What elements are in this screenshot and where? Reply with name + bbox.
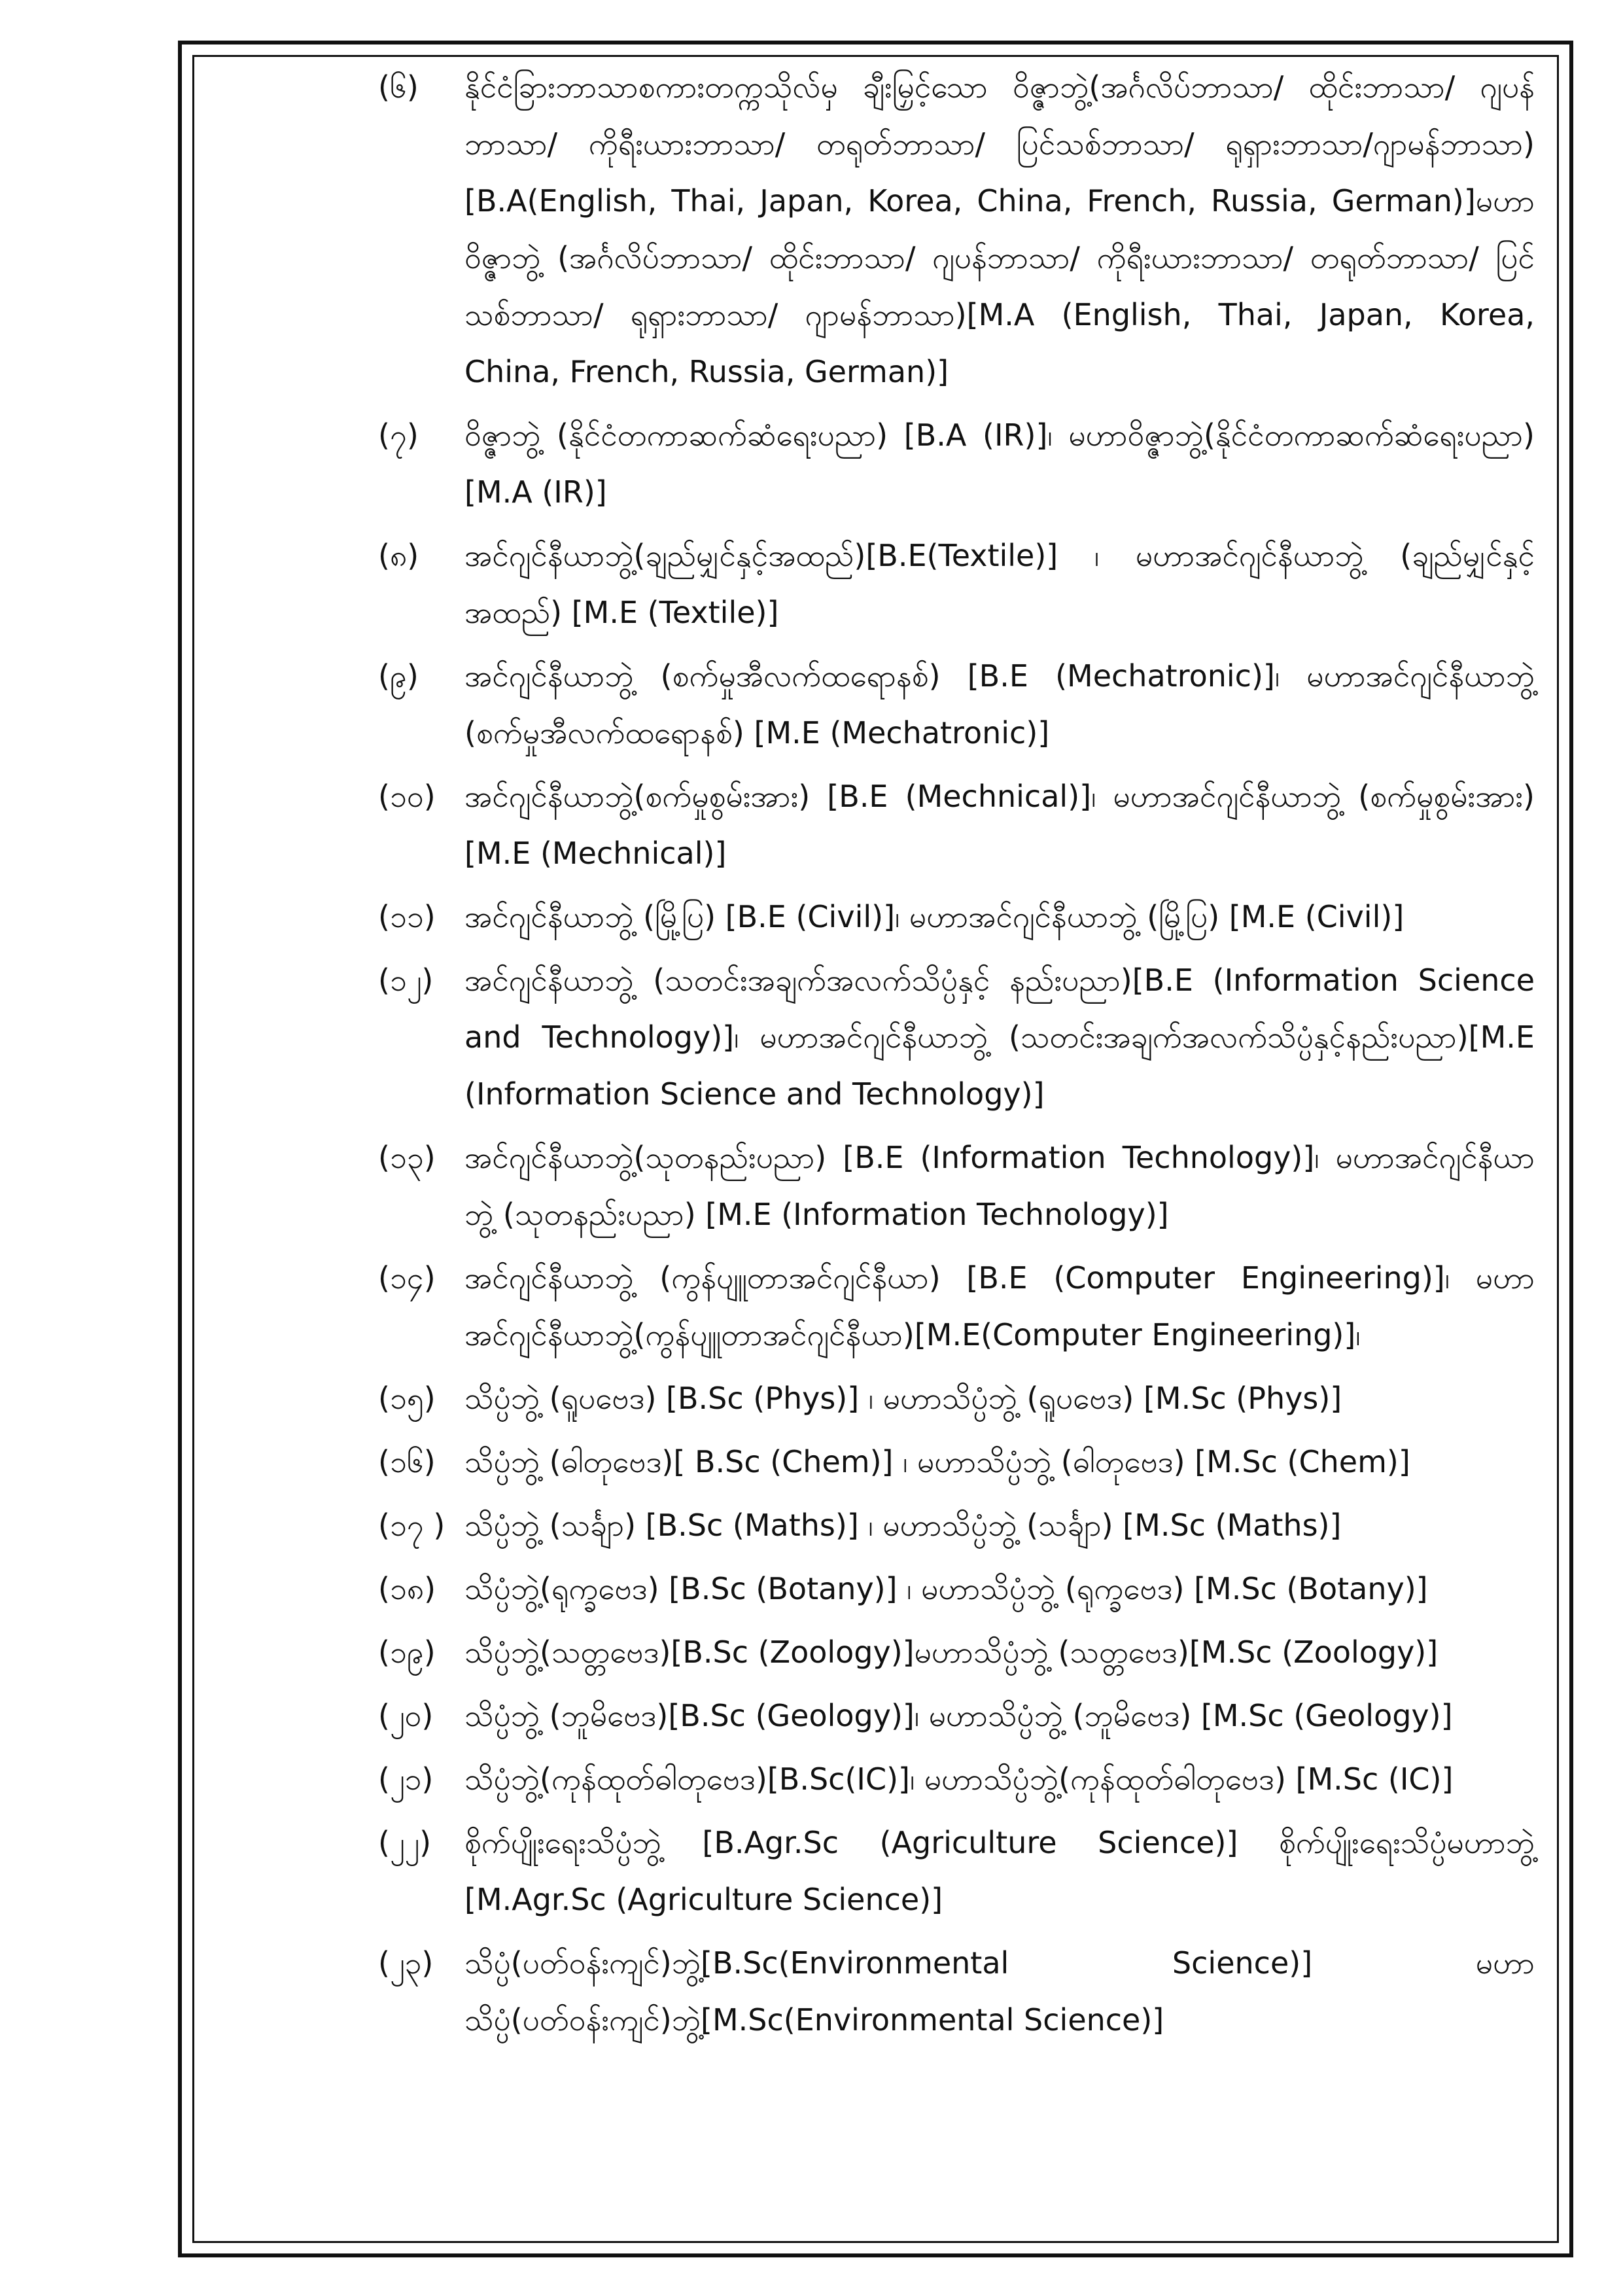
item-number: (၁၂) [378,963,434,998]
item-number: (၁၃) [378,1140,436,1175]
item-text: သိပ္ပံဘွဲ့(ကုန်ထုတ်ဓါတုဗေဒ)[B.Sc(IC)]၊ မဟာသိပ္ပံဘွဲ့(ကုန်ထုတ်ဓါတုဗေဒ) [M.Sc (IC)] [464,1761,1454,1797]
item-text: အင်ဂျင်နီယာဘွဲ့(သုတနည်းပညာ) [B.E (Information Technology)]၊ မဟာအင်ဂျင်နီယာဘွဲ့ (သုတနည်းပညာ) [M.E (Information Technology)] [464,1140,1535,1232]
page-border-outer [178,41,1573,2257]
item-number: (၈) [378,538,419,573]
list-item [378,1814,1535,1928]
item-text: ဝိဇ္ဇာဘွဲ့ (နိုင်ငံတကာဆက်ဆံရေးပညာ) [B.A (IR)]၊ မဟာဝိဇ္ဇာဘွဲ့(နိုင်ငံတကာဆက်ဆံရေးပညာ)[M.A (IR)] [464,417,1535,510]
list-item [378,768,1535,882]
list-item [378,1250,1535,1364]
degree-list [378,59,1535,2055]
item-number: (၁၄) [378,1260,436,1296]
item-number: (၂၂) [378,1825,432,1860]
item-number: (၁၈) [378,1571,436,1606]
item-number: (၆) [378,69,419,105]
item-text: သိပ္ပံဘွဲ့ (ဓါတုဗေဒ)[ B.Sc (Chem)] ၊ မဟာသိပ္ပံဘွဲ့ (ဓါတုဗေဒ) [M.Sc (Chem)] [464,1444,1410,1479]
item-number: (၂၀) [378,1698,434,1733]
list-item [378,1129,1535,1243]
item-text: အင်ဂျင်နီယာဘွဲ့ (စက်မှုအီလက်ထရောနစ်) [B.E (Mechatronic)]၊ မဟာအင်ဂျင်နီယာဘွဲ့ (စက်မှုအီလက်ထရောနစ်) [M.E (Mechatronic)] [464,658,1535,751]
item-number: (၁၆) [378,1444,436,1479]
item-number: (၁၉) [378,1634,436,1670]
item-number: (၁၅) [378,1381,436,1416]
list-item [378,952,1535,1123]
item-text: သိပ္ပံ(ပတ်ဝန်းကျင်)ဘွဲ့[B.Sc(Environmental Science)] မဟာသိပ္ပံ(ပတ်ဝန်းကျင်)ဘွဲ့[M.Sc(Environmental Science)] [464,1945,1535,2038]
item-text: အင်ဂျင်နီယာဘွဲ့ (ကွန်ပျူတာအင်ဂျင်နီယာ) [B.E (Computer Engineering)]၊ မဟာအင်ဂျင်နီယာဘွဲ့(ကွန်ပျူတာအင်ဂျင်နီယာ)[M.E(Computer Engineering)]၊ [464,1260,1535,1352]
list-item [378,1687,1535,1744]
item-text: သိပ္ပံဘွဲ့ (ရူပဗေဒ) [B.Sc (Phys)] ၊ မဟာသိပ္ပံဘွဲ့ (ရူပဗေဒ) [M.Sc (Phys)] [464,1381,1342,1416]
item-text: သိပ္ပံဘွဲ့ (ဘူမိဗေဒ)[B.Sc (Geology)]၊ မဟာသိပ္ပံဘွဲ့ (ဘူမိဗေဒ) [M.Sc (Geology)] [464,1698,1453,1733]
item-number: (၉) [378,658,419,694]
list-item [378,648,1535,762]
item-text: သိပ္ပံဘွဲ့(ရုက္ခဗေဒ) [B.Sc (Botany)] ၊ မဟာသိပ္ပံဘွဲ့ (ရုက္ခဗေဒ) [M.Sc (Botany)] [464,1571,1428,1606]
item-text: သိပ္ပံဘွဲ့(သတ္တဗေဒ)[B.Sc (Zoology)]မဟာသိပ္ပံဘွဲ့ (သတ္တဗေဒ)[M.Sc (Zoology)] [464,1634,1439,1670]
list-item [378,1370,1535,1427]
list-item [378,1751,1535,1808]
item-number: (၁၇ ) [378,1508,445,1543]
list-item [378,59,1535,400]
item-number: (၇) [378,417,419,453]
list-item [378,1434,1535,1491]
item-text: သိပ္ပံဘွဲ့ (သင်္ချာ) [B.Sc (Maths)] ၊ မဟာသိပ္ပံဘွဲ့ (သင်္ချာ) [M.Sc (Maths)] [464,1508,1342,1543]
item-text: အင်ဂျင်နီယာဘွဲ့(ချည်မျှင်နှင့်အထည်)[B.E(Textile)] ၊ မဟာအင်ဂျင်နီယာဘွဲ့ (ချည်မျှင်နှင့် အထည်) [M.E (Textile)] [464,538,1535,630]
item-number: (၁၀) [378,779,436,814]
list-item [378,527,1535,641]
item-number: (၂၃) [378,1945,434,1981]
item-text: အင်ဂျင်နီယာဘွဲ့ (မြို့ပြ) [B.E (Civil)]၊ မဟာအင်ဂျင်နီယာဘွဲ့ (မြို့ပြ) [M.E (Civil)] [464,899,1405,934]
item-text: အင်ဂျင်နီယာဘွဲ့(စက်မှုစွမ်းအား) [B.E (Mechnical)]၊ မဟာအင်ဂျင်နီယာဘွဲ့ (စက်မှုစွမ်းအား) [M.E (Mechnical)] [464,779,1535,871]
list-item [378,1935,1535,2049]
item-number: (၁၁) [378,899,436,934]
item-text: စိုက်ပျိုးရေးသိပ္ပံဘွဲ့ [B.Agr.Sc (Agriculture Science)] စိုက်ပျိုးရေးသိပ္ပံမဟာဘွဲ့ [M.Agr.Sc (Agriculture Science)] [464,1825,1535,1917]
list-item [378,1561,1535,1617]
list-item [378,407,1535,521]
list-item [378,1624,1535,1681]
item-number: (၂၁) [378,1761,434,1797]
list-item [378,889,1535,945]
list-item [378,1497,1535,1554]
item-text: နိုင်ငံခြားဘာသာစကားတက္ကသိုလ်မှ ချီးမြှင့်သော ဝိဇ္ဇာဘွဲ့(အင်္ဂလိပ်ဘာသာ/ ထိုင်းဘာသာ/ ဂျပန်ဘာသာ/ ကိုရီးယားဘာသာ/ တရုတ်ဘာသာ/ ပြင်သစ်ဘာသာ/ ရုရှားဘာသာ/ဂျာမန်ဘာသာ) [B.A(English, Thai, Japan, Korea, China, French, Russia, German)]မဟာဝိဇ္ဇာဘွဲ့ (အင်္ဂလိပ်ဘာသာ/ ထိုင်းဘာသာ/ ဂျပန်ဘာသာ/ ကိုရီးယားဘာသာ/ တရုတ်ဘာသာ/ ပြင်သစ်ဘာသာ/ ရုရှားဘာသာ/ ဂျာမန်ဘာသာ)[M.A (English, Thai, Japan, Korea, China, French, Russia, German)] [464,69,1535,389]
item-text: အင်ဂျင်နီယာဘွဲ့ (သတင်းအချက်အလက်သိပ္ပံနှင့် နည်းပညာ)[B.E (Information Science and Technology)]၊ မဟာအင်ဂျင်နီယာဘွဲ့ (သတင်းအချက်အလက်သိပ္ပံနှင့်နည်းပညာ)[M.E (Information Science and Technology)] [464,963,1535,1112]
